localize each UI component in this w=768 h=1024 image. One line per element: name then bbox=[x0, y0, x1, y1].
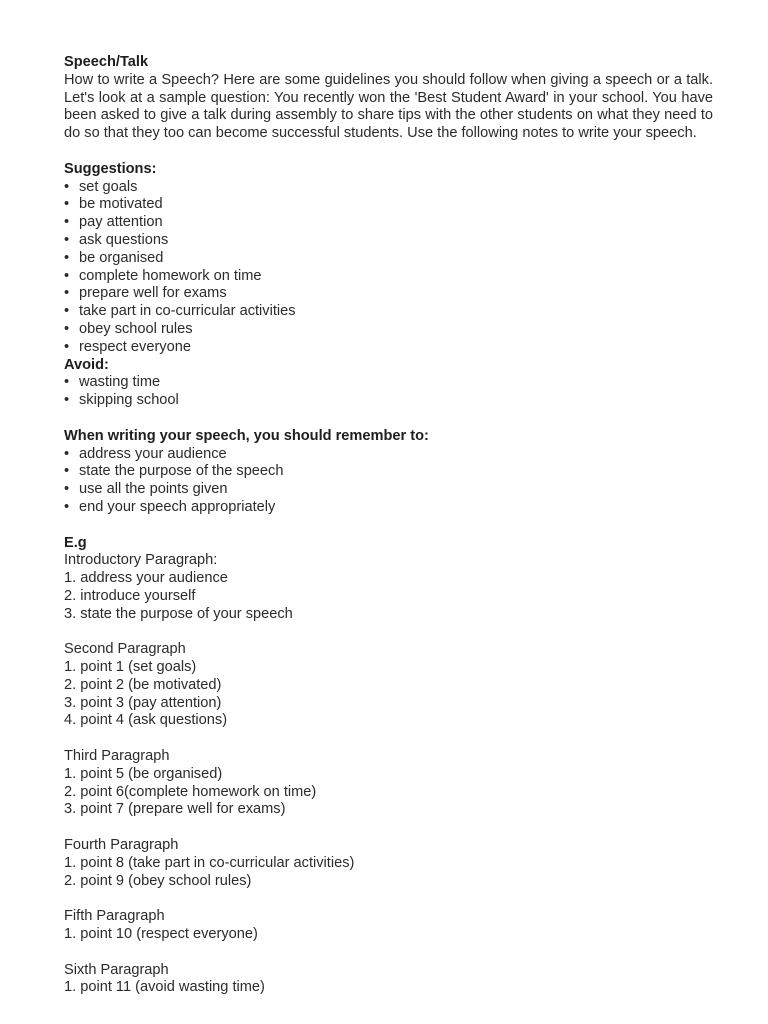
list-item bbox=[64, 481, 713, 499]
bullet-icon: • bbox=[64, 214, 70, 231]
paragraph-points bbox=[64, 855, 713, 891]
spacer bbox=[64, 730, 713, 748]
document-page bbox=[64, 54, 713, 997]
list-item bbox=[64, 179, 713, 197]
paragraph-points bbox=[64, 570, 713, 623]
list-item-text: state the purpose of the speech bbox=[79, 463, 284, 480]
example-paragraph-fifth bbox=[64, 908, 713, 944]
list-item: 1. point 8 (take part in co-curricular activities) bbox=[64, 854, 355, 871]
spacer bbox=[64, 517, 713, 535]
example-paragraph-fourth bbox=[64, 837, 713, 890]
list-item: 1. point 10 (respect everyone) bbox=[64, 926, 258, 943]
list-item-text: obey school rules bbox=[79, 320, 193, 337]
list-item-text: pay attention bbox=[79, 214, 163, 231]
list-item bbox=[64, 446, 713, 464]
avoid-list bbox=[64, 374, 713, 410]
suggestions-heading: Suggestions: bbox=[64, 160, 157, 177]
list-item: 3. state the purpose of your speech bbox=[64, 605, 293, 622]
list-item: 1. point 11 (avoid wasting time) bbox=[64, 979, 265, 996]
list-item bbox=[64, 196, 713, 214]
list-item: 2. point 9 (obey school rules) bbox=[64, 872, 252, 889]
list-item bbox=[64, 499, 713, 517]
bullet-icon: • bbox=[64, 178, 70, 195]
paragraph-points bbox=[64, 659, 713, 730]
paragraph-title: Introductory Paragraph: bbox=[64, 552, 218, 569]
bullet-icon: • bbox=[64, 445, 70, 462]
example-paragraph-third bbox=[64, 748, 713, 819]
list-item bbox=[64, 339, 713, 357]
list-item: 1. address your audience bbox=[64, 570, 228, 587]
remember-list bbox=[64, 446, 713, 517]
list-item bbox=[64, 392, 713, 410]
paragraph-title: Fifth Paragraph bbox=[64, 908, 165, 925]
list-item: 1. point 1 (set goals) bbox=[64, 659, 197, 676]
list-item: 4. point 4 (ask questions) bbox=[64, 712, 228, 729]
list-item: 3. point 3 (pay attention) bbox=[64, 694, 222, 711]
list-item bbox=[64, 303, 713, 321]
list-item-text: end your speech appropriately bbox=[79, 498, 276, 515]
bullet-icon: • bbox=[64, 481, 70, 498]
paragraph-title: Sixth Paragraph bbox=[64, 961, 169, 978]
list-item bbox=[64, 285, 713, 303]
paragraph-points bbox=[64, 926, 713, 944]
list-item-text: set goals bbox=[79, 178, 138, 195]
paragraph-points bbox=[64, 766, 713, 819]
list-item: 3. point 7 (prepare well for exams) bbox=[64, 801, 286, 818]
example-heading: E.g bbox=[64, 534, 87, 551]
list-item-text: use all the points given bbox=[79, 481, 228, 498]
example-paragraph-sixth bbox=[64, 962, 713, 998]
bullet-icon: • bbox=[64, 374, 70, 391]
list-item bbox=[64, 250, 713, 268]
paragraph-title: Fourth Paragraph bbox=[64, 837, 179, 854]
list-item: 1. point 5 (be organised) bbox=[64, 765, 223, 782]
bullet-icon: • bbox=[64, 498, 70, 515]
list-item bbox=[64, 374, 713, 392]
bullet-icon: • bbox=[64, 231, 70, 248]
spacer bbox=[64, 944, 713, 962]
bullet-icon: • bbox=[64, 267, 70, 284]
list-item-text: wasting time bbox=[79, 374, 161, 391]
list-item bbox=[64, 321, 713, 339]
list-item bbox=[64, 214, 713, 232]
list-item: 2. point 6(complete homework on time) bbox=[64, 783, 317, 800]
bullet-icon: • bbox=[64, 196, 70, 213]
document-title: Speech/Talk bbox=[64, 54, 149, 70]
list-item-text: prepare well for exams bbox=[79, 285, 227, 302]
bullet-icon: • bbox=[64, 392, 70, 409]
bullet-icon: • bbox=[64, 303, 70, 320]
example-paragraph-second bbox=[64, 641, 713, 730]
list-item bbox=[64, 463, 713, 481]
remember-heading: When writing your speech, you should remember to: bbox=[64, 427, 429, 444]
paragraph-title: Second Paragraph bbox=[64, 641, 186, 658]
list-item-text: be motivated bbox=[79, 196, 163, 213]
suggestions-list bbox=[64, 179, 713, 357]
list-item bbox=[64, 268, 713, 286]
list-item-text: skipping school bbox=[79, 392, 179, 409]
bullet-icon: • bbox=[64, 249, 70, 266]
spacer bbox=[64, 624, 713, 642]
list-item-text: respect everyone bbox=[79, 338, 191, 355]
spacer bbox=[64, 819, 713, 837]
list-item-text: ask questions bbox=[79, 231, 169, 248]
spacer bbox=[64, 890, 713, 908]
paragraph-title: Third Paragraph bbox=[64, 748, 170, 765]
list-item-text: complete homework on time bbox=[79, 267, 262, 284]
list-item: 2. point 2 (be motivated) bbox=[64, 676, 222, 693]
bullet-icon: • bbox=[64, 320, 70, 337]
list-item-text: address your audience bbox=[79, 445, 227, 462]
bullet-icon: • bbox=[64, 338, 70, 355]
spacer bbox=[64, 143, 713, 161]
example-paragraph-intro bbox=[64, 552, 713, 623]
list-item bbox=[64, 232, 713, 250]
intro-paragraph: How to write a Speech? Here are some guidelines you should follow when giving a speech or a talk. Let's look at a sample question: You recently won the 'Best Student Award' in your school. You have been asked to give a talk during assembly to share tips with the other students on what they need to do so that they too can become successful students. Use the following notes to write your speech. bbox=[64, 71, 713, 142]
spacer bbox=[64, 410, 713, 428]
bullet-icon: • bbox=[64, 285, 70, 302]
avoid-heading: Avoid: bbox=[64, 356, 109, 373]
bullet-icon: • bbox=[64, 463, 70, 480]
paragraph-points bbox=[64, 979, 713, 997]
list-item-text: be organised bbox=[79, 249, 164, 266]
list-item-text: take part in co-curricular activities bbox=[79, 303, 296, 320]
list-item: 2. introduce yourself bbox=[64, 587, 196, 604]
